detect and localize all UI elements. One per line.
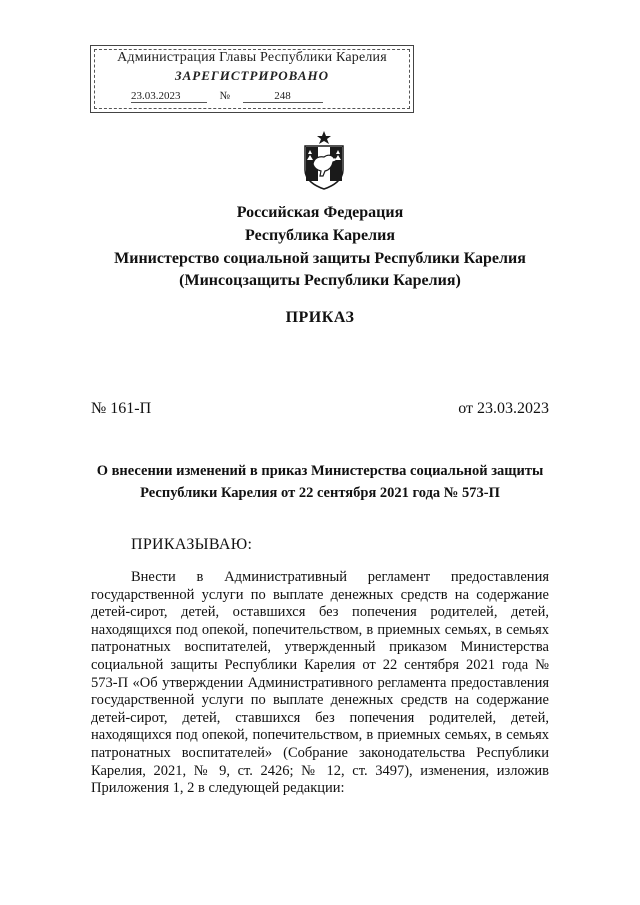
emblem-star [317,131,331,144]
document-type-title: ПРИКАЗ [285,309,355,326]
subject-line-1: О внесении изменений в приказ Министерства социальной защиты [96,463,544,479]
stamp-number: 248 [243,90,323,103]
command-word: ПРИКАЗЫВАЮ: [131,536,253,553]
order-date: от 23.03.2023 [458,400,549,417]
header-country: Российская Федерация [236,204,404,221]
stamp-number-label: № [219,90,230,102]
header-ministry: Министерство социальной защиты Республики Карелия [114,250,526,267]
body-paragraph: Внести в Административный регламент предоставления государственной услуги по выплате денежных средств на содержание детей-сирот, детей, оставшихся без попечения родителей, детей, находящихся под опекой, попечительством, в приемных семьях, в семьях патронатных воспитателей, утвержденный приказом Министерства социальной защиты Республики Карелия от 22 сентября 2021 года № 573-П «Об утверждении Административного регламента предоставления государственной услуги по выплате денежных средств на содержание детей-сирот, детей, ставшихся без попечения родителей, детей, находящихся под опекой, попечительством, в приемных семьях, в семьях патронатных воспитателей» (Собрание законодательства Республики Карелия, 2021, № 9, ст. 2426; № 12, ст. 3497), изменения, изложив Приложения 1, 2 в следующей редакции: [91,569,549,797]
header-ministry-short: (Минсоцзащиты Республики Карелия) [179,272,461,289]
subject-line-2: Республики Карелия от 22 сентября 2021 года № 573-П [140,485,500,501]
karelia-coat-of-arms-icon [301,130,347,190]
registration-stamp [90,45,414,113]
stamp-registered: ЗАРЕГИСТРИРОВАНО [174,68,330,83]
stamp-date: 23.03.2023 [131,90,207,103]
order-number: № 161-П [91,400,152,417]
header-republic: Республика Карелия [245,227,395,244]
stamp-authority: Администрация Главы Республики Карелия [117,50,387,65]
stamp-registration-row [131,90,323,103]
